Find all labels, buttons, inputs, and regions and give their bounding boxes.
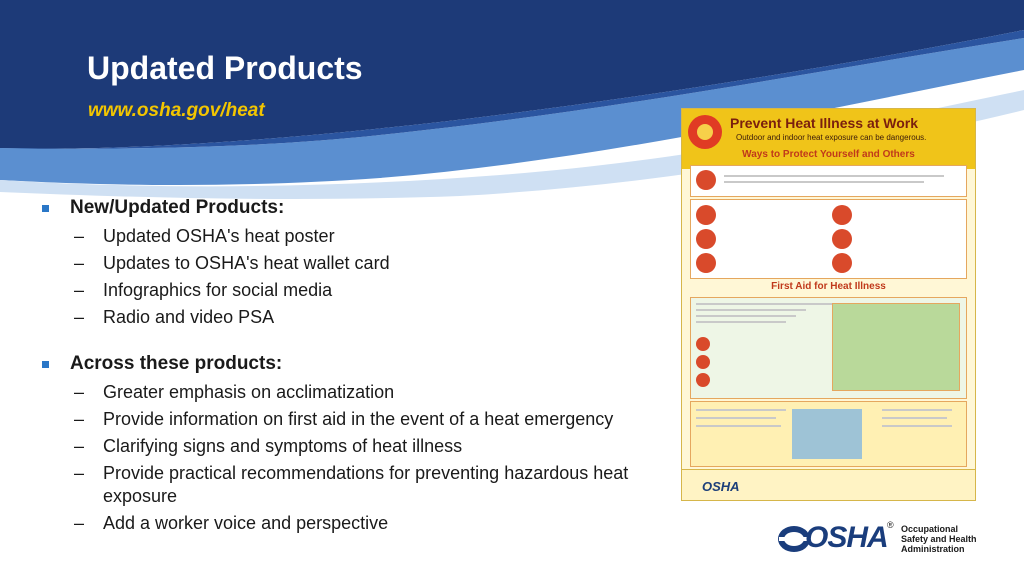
- bullet-heading: Across these products:: [40, 351, 670, 377]
- poster-section-first-aid: First Aid for Heat Illness: [771, 281, 886, 292]
- bullet-block-new-products: [40, 195, 670, 329]
- thermometer-icon: [696, 170, 716, 190]
- poster-osha-logo: OSHA: [702, 479, 740, 494]
- rest-icon: [696, 229, 716, 249]
- sub-item: – Radio and video PSA: [74, 307, 275, 327]
- bullet-heading: New/Updated Products:: [40, 195, 670, 221]
- sun-icon: [688, 115, 722, 149]
- registered-mark: ®: [887, 520, 894, 530]
- poster-box: [690, 199, 967, 279]
- sub-item: – Infographics for social media: [74, 280, 333, 300]
- bullet-block-across-products: [40, 351, 670, 535]
- worker-illustration: [832, 303, 960, 391]
- sub-item: – Add a worker voice and perspective: [74, 513, 389, 533]
- clothing-icon: [832, 205, 852, 225]
- osha-wordmark: OSHA: [805, 521, 888, 554]
- osha-logo: [777, 520, 997, 560]
- buddy-icon: [832, 229, 852, 249]
- page-title: Updated Products: [87, 50, 363, 86]
- shade-icon: [696, 253, 716, 273]
- step-2-icon: [696, 355, 710, 369]
- sub-item: – Updated OSHA's heat poster: [74, 226, 335, 246]
- poster-section-protect: Ways to Protect Yourself and Others: [742, 149, 915, 160]
- poster-title: Prevent Heat Illness at Work: [730, 115, 919, 131]
- sub-item: – Provide information on first aid in the event of a heat emergency: [74, 409, 614, 429]
- tent-illustration: [792, 409, 862, 459]
- osha-agency-name: Occupational Safety and Health Administration: [901, 524, 977, 554]
- step-1-icon: [696, 337, 710, 351]
- heat-url-link[interactable]: www.osha.gov/heat: [88, 100, 265, 121]
- heat-poster-image: [681, 108, 976, 501]
- sub-item: – Provide practical recommendations for preventing hazardous heat exposure: [74, 463, 629, 506]
- sub-item: – Updates to OSHA's heat wallet card: [74, 253, 390, 273]
- sub-item: – Clarifying signs and symptoms of heat illness: [74, 436, 463, 456]
- water-icon: [696, 205, 716, 225]
- sub-item: – Greater emphasis on acclimatization: [74, 382, 395, 402]
- poster-subtitle: Outdoor and indoor heat exposure can be dangerous.: [736, 133, 927, 142]
- mask-icon: [832, 253, 852, 273]
- step-3-icon: [696, 373, 710, 387]
- bullet-content: [40, 195, 670, 557]
